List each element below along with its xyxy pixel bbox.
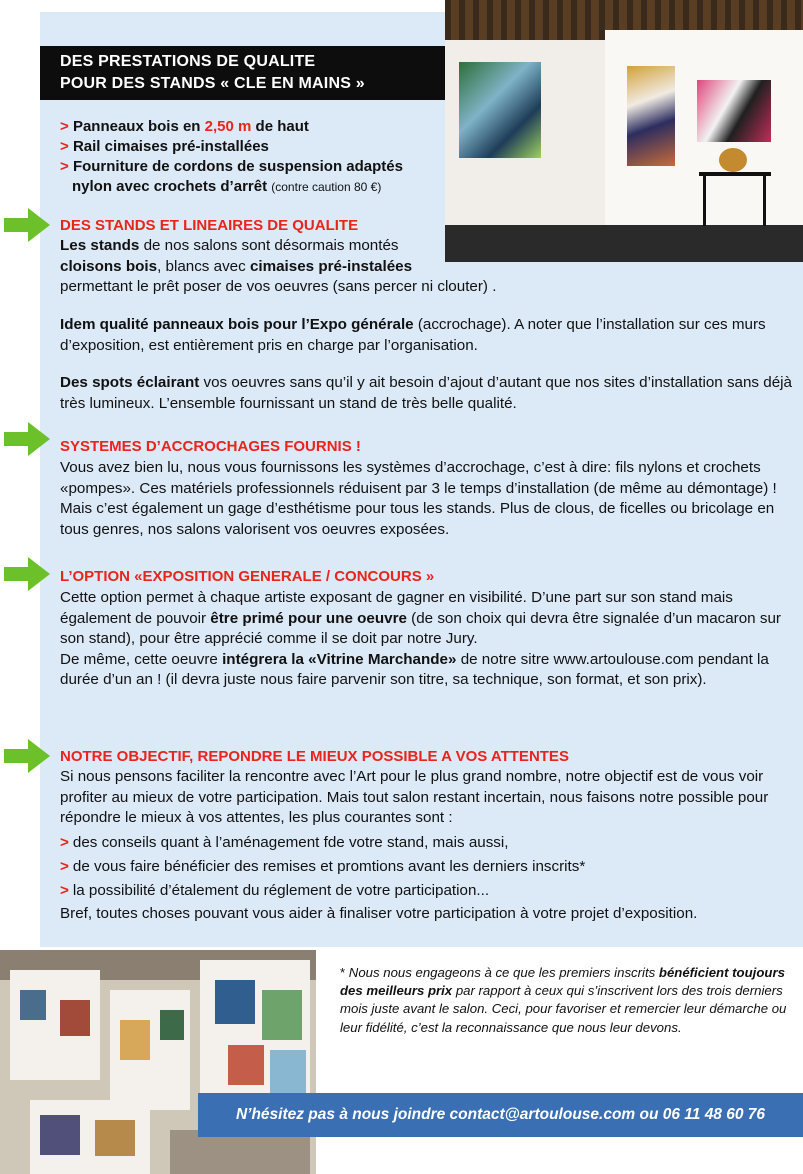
section-paragraph: Vous avez bien lu, nous vous fournissons les systèmes d’accrochage, c’est à dire: fils nylons et crochets «pompes». Ces matériels professionnels réduisent par 3 le temps d’installation (de même au démontage) ! Mais c’est également un gage d’esthétisme pour tous les stands. Plus de clous, de ficelles ou bricolage en tous genres, nos salons valorisent vos oeuvres exposées.	[60, 459, 777, 538]
bullet-marker: >	[60, 138, 69, 155]
contact-text: N’hésitez pas à nous joindre contact@artoulouse.com ou 06 11 48 60 76	[235, 1106, 766, 1123]
text: De même, cette oeuvre	[60, 650, 223, 668]
bold-text: cloisons bois	[60, 257, 158, 275]
bullet-text: nylon avec crochets d’arrêt	[72, 178, 268, 195]
text: de nos salons sont désormais montés	[139, 237, 399, 254]
text: (accrochage). A noter que l’installation sur ces murs d’exposition, est entièrement pris en charge par l’organisation.	[60, 316, 766, 354]
green-arrow-icon	[2, 206, 52, 244]
section-title: SYSTEMES D’ACCROCHAGES FOURNIS !	[60, 438, 361, 455]
list-marker: >	[60, 882, 69, 899]
table-leg	[763, 176, 766, 226]
artwork	[120, 1020, 150, 1060]
display-table	[699, 172, 771, 176]
list-marker: >	[60, 858, 69, 875]
artwork	[215, 980, 255, 1024]
bullet-marker: >	[60, 158, 69, 175]
section-title: DES STANDS ET LINEAIRES DE QUALITE	[60, 217, 359, 234]
header-line-1: DES PRESTATIONS DE QUALITE	[60, 53, 316, 70]
section-paragraph	[60, 236, 796, 298]
bold-text: intégrera la «Vitrine Marchande»	[222, 650, 457, 668]
footnote-star: *	[340, 965, 346, 980]
contact-banner	[198, 1093, 803, 1137]
bullet-marker: >	[60, 118, 69, 135]
text: la possibilité d’étalement du réglement de votre participation...	[72, 882, 490, 899]
painting-1	[459, 62, 541, 158]
text: des conseils quant à l’aménagement fde votre stand, mais aussi,	[72, 834, 509, 851]
list-item	[60, 833, 796, 854]
section-paragraph	[60, 588, 795, 691]
text: (de son choix qui devra être signalée d’un macaron sur son stand), pour être apprécié comme il se doit par notre Jury.	[60, 609, 781, 647]
text: , blancs avec	[157, 257, 250, 275]
bullet-item	[60, 157, 403, 177]
list-item	[60, 857, 796, 878]
exhibition-hall-photo	[0, 950, 316, 1174]
text: permettant le prêt poser de vos oeuvres (sans percer ni clouter) .	[60, 278, 497, 295]
text: par rapport à ceux qui s’inscrivent lors des trois derniers mois juste avant le salon. Ceci, pour favoriser et remercier leur démarche ou leur fidélité, c’est la reconnaissance que nous leur devons.	[340, 983, 787, 1035]
painting-3	[697, 80, 771, 142]
bold-text: Idem qualité panneaux bois pour l’Expo générale	[60, 316, 414, 333]
artwork	[228, 1045, 264, 1085]
section-paragraph: Si nous pensons faciliter la rencontre avec l’Art pour le plus grand nombre, notre objectif est de vous voir profiter au mieux de votre participation. Mais tout salon restant incertain, nous faisons notre possible pour répondre le mieux à vos attentes, les plus courantes sont :	[60, 768, 769, 826]
artwork	[270, 1050, 306, 1096]
sculpture	[719, 148, 747, 172]
text: vos oeuvres sans qu’il y ait besoin d’ajout d’autant que nos sites d’installation sans déjà très lumineux. L’ensemble fournissant un stand de très belle qualité.	[60, 374, 792, 412]
header-line-2: POUR DES STANDS « CLE EN MAINS »	[60, 75, 365, 92]
header-banner	[40, 46, 445, 100]
section-paragraph: Bref, toutes choses pouvant vous aider à finaliser votre participation à votre projet d’exposition.	[60, 905, 698, 922]
artwork	[95, 1120, 135, 1156]
bold-text: bénéficient toujours des meilleurs prix	[340, 965, 785, 999]
artwork	[262, 990, 302, 1040]
list-marker: >	[60, 834, 69, 851]
bullet-text: de haut	[251, 118, 309, 135]
top-margin	[40, 0, 445, 12]
bullet-note: (contre caution 80 €)	[271, 180, 382, 194]
bold-text: Des spots éclairant	[60, 374, 200, 391]
bullet-text: Rail cimaises pré-installées	[72, 138, 269, 155]
green-arrow-icon	[2, 555, 52, 593]
bullet-highlight: 2,50 m	[204, 118, 252, 135]
list-item	[60, 881, 796, 902]
text: de vous faire bénéficier des remises et promtions avant les derniers inscrits*	[72, 858, 586, 875]
artwork	[160, 1010, 184, 1040]
bold-text: être primé pour une oeuvre	[210, 609, 407, 627]
stand-photo	[445, 0, 803, 262]
artwork	[20, 990, 46, 1020]
green-arrow-icon	[2, 737, 52, 775]
artwork	[40, 1115, 80, 1155]
section-title: L’OPTION «EXPOSITION GENERALE / CONCOURS »	[60, 568, 435, 585]
text: Cette option permet à chaque artiste exposant de gagner en visibilité. D’une part sur son stand mais également de pouvoir	[60, 589, 733, 627]
bold-text: cimaises pré-instalées	[249, 257, 413, 275]
bold-text: Les stands	[60, 237, 140, 254]
footnote	[340, 964, 795, 1037]
bullet-text: Fourniture de cordons de suspension adaptés	[72, 158, 403, 175]
bullet-item	[72, 177, 381, 197]
section-paragraph	[60, 373, 796, 414]
painting-2	[627, 66, 675, 166]
green-arrow-icon	[2, 420, 52, 458]
bullet-item	[60, 117, 309, 137]
bullet-text: Panneaux bois en	[72, 118, 205, 135]
bullet-item	[60, 137, 269, 157]
section-paragraph	[60, 315, 796, 356]
text: de notre sitre www.artoulouse.com pendant la durée d’un an ! (il devra juste nous faire parvenir son titre, sa technique, son format, et son prix).	[60, 650, 769, 688]
artwork	[60, 1000, 90, 1036]
section-title: NOTRE OBJECTIF, REPONDRE LE MIEUX POSSIBLE A VOS ATTENTES	[60, 748, 569, 765]
table-leg	[703, 176, 706, 226]
text: Nous nous engageons à ce que les premiers inscrits	[345, 965, 659, 980]
